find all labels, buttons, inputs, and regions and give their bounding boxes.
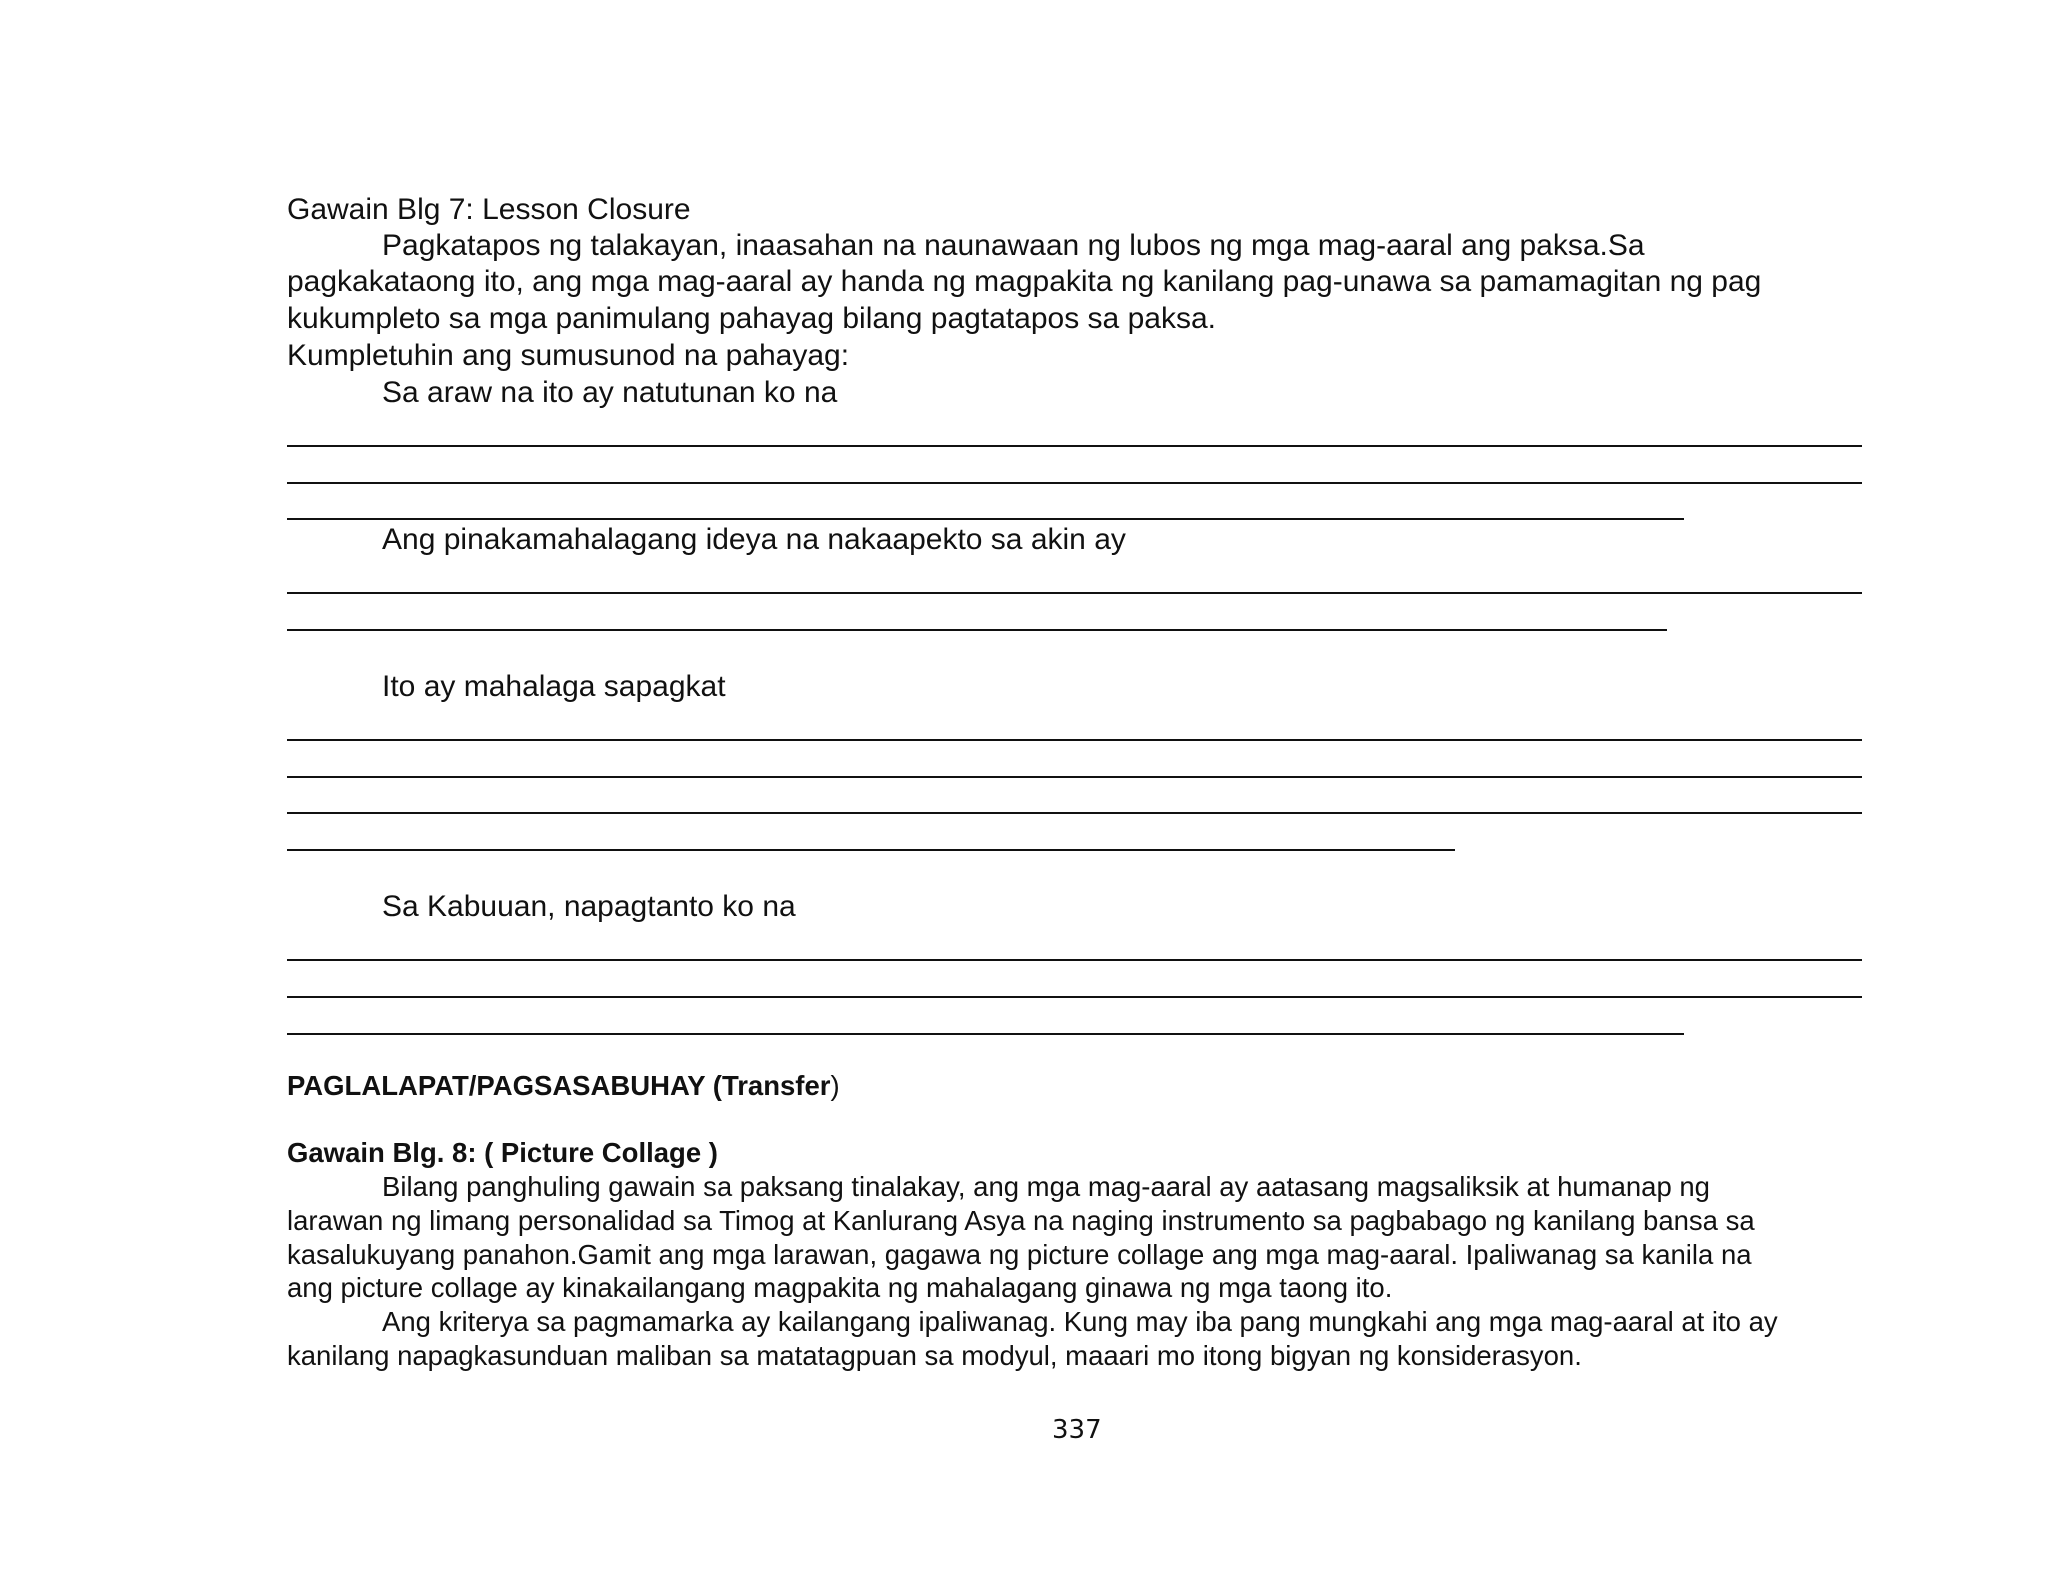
activity7-intro-line-2: pagkakataong ito, ang mga mag-aaral ay handa ng magpakita ng kanilang pag-unawa sa pamamagitan ng pag (287, 265, 1762, 298)
prompt-learned: Sa araw na ito ay natutunan ko na (382, 376, 838, 409)
answer-line[interactable] (287, 959, 1862, 961)
transfer-heading (287, 1069, 840, 1102)
activity7-intro-line-1: Pagkatapos ng talakayan, inaasahan na naunawaan ng lubos ng mga mag-aaral ang paksa.Sa (382, 229, 1645, 262)
answer-line[interactable] (287, 849, 1455, 851)
answer-line[interactable] (287, 776, 1862, 778)
answer-line[interactable] (287, 812, 1862, 814)
activity8-para2-line-1: Ang kriterya sa pagmamarka ay kailangang ipaliwanag. Kung may iba pang mungkahi ang mga mag-aaral at ito ay (382, 1306, 1778, 1337)
activity8-para1-line-4: ang picture collage ay kinakailangang magpakita ng mahalagang ginawa ng mga taong ito. (287, 1272, 1393, 1303)
transfer-heading-text: PAGLALAPAT/PAGSASABUHAY (Transfer (287, 1070, 831, 1101)
answer-line[interactable] (287, 629, 1667, 631)
prompt-why-important: Ito ay mahalaga sapagkat (382, 670, 726, 703)
transfer-heading-close: ) (830, 1070, 840, 1101)
activity8-title: Gawain Blg. 8: ( Picture Collage ) (287, 1137, 718, 1168)
answer-line[interactable] (287, 1033, 1684, 1035)
activity7-intro-line-3: kukumpleto sa mga panimulang pahayag bilang pagtatapos sa paksa. (287, 302, 1216, 335)
answer-line[interactable] (287, 518, 1684, 520)
activity8-para1-line-2: larawan ng limang personalidad sa Timog at Kanlurang Asya na naging instrumento sa pagbabago ng kanilang bansa sa (287, 1205, 1755, 1236)
answer-line[interactable] (287, 592, 1862, 594)
activity8-para2-line-2: kanilang napagkasunduan maliban sa matatagpuan sa modyul, maaari mo itong bigyan ng konsiderasyon. (287, 1340, 1582, 1371)
answer-line[interactable] (287, 996, 1862, 998)
page-number: 337 (1052, 1415, 1102, 1445)
prompt-conclusion: Sa Kabuuan, napagtanto ko na (382, 890, 796, 923)
activity7-title: Gawain Blg 7: Lesson Closure (287, 193, 691, 226)
answer-line[interactable] (287, 739, 1862, 741)
activity8-para1-line-3: kasalukuyang panahon.Gamit ang mga larawan, gagawa ng picture collage ang mga mag-aaral. Ipaliwanag sa kanila na (287, 1239, 1752, 1270)
activity7-instruction: Kumpletuhin ang sumusunod na pahayag: (287, 339, 850, 372)
answer-line[interactable] (287, 445, 1862, 447)
prompt-important-idea: Ang pinakamahalagang ideya na nakaapekto sa akin ay (382, 523, 1126, 556)
answer-line[interactable] (287, 482, 1862, 484)
activity8-para1-line-1: Bilang panghuling gawain sa paksang tinalakay, ang mga mag-aaral ay aatasang magsaliksik at humanap ng (382, 1171, 1710, 1202)
